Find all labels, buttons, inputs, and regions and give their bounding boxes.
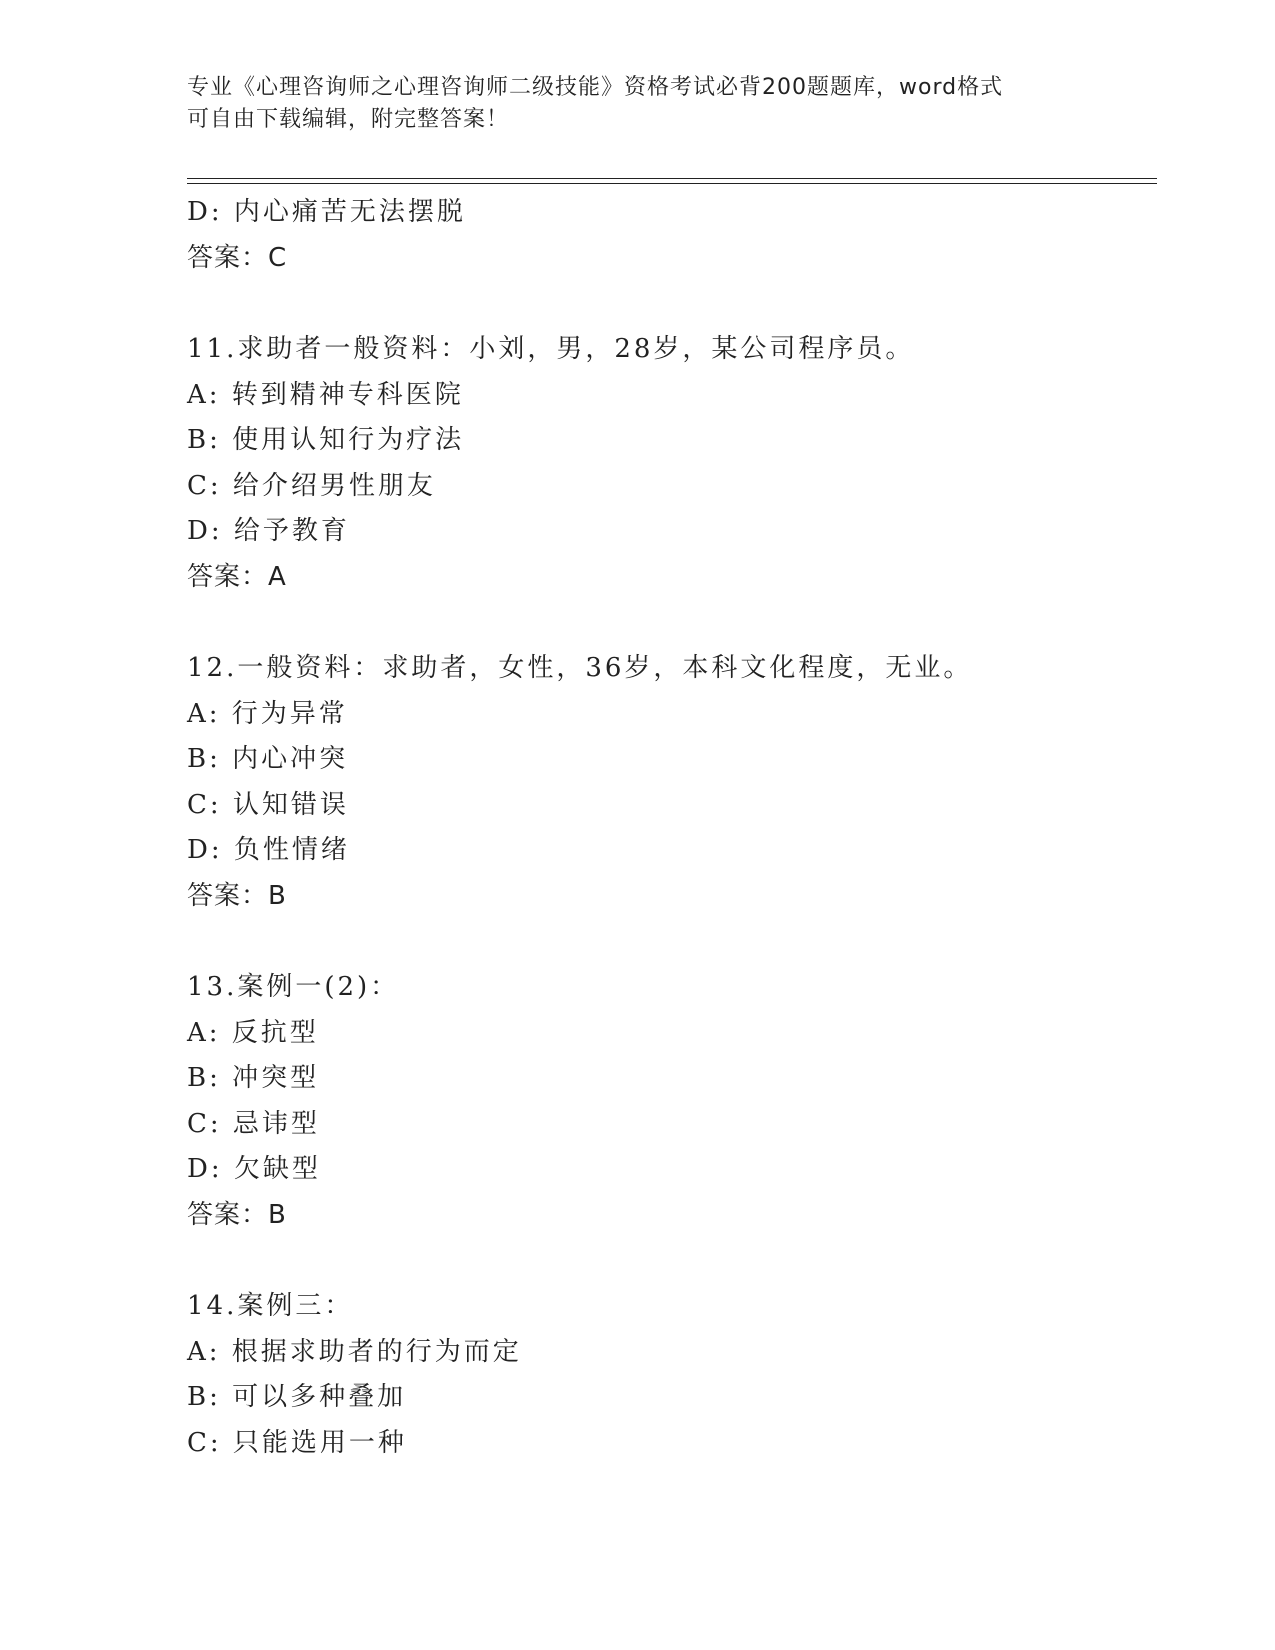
answer-line: 答案：B [187,880,287,911]
option-line: B: 使用认知行为疗法 [187,425,465,455]
option-line: C: 忌讳型 [187,1108,320,1139]
question-block [187,327,1137,600]
question-stem: 13.案例一(2)： [187,972,400,1002]
document-header [187,72,1087,136]
question-stem: 11.求助者一般资料：小刘，男，28岁，某公司程序员。 [187,334,915,364]
header-rule-bottom [187,183,1157,184]
question-stem: 12.一般资料：求助者，女性，36岁，本科文化程度，无业。 [187,653,973,683]
option-line: A: 行为异常 [187,698,348,729]
answer-line: 答案：B [187,1199,287,1230]
header-line-1: 专业《心理咨询师之心理咨询师二级技能》资格考试必背200题题库，word格式 [187,75,1004,100]
header-line-2: 可自由下载编辑，附完整答案！ [187,107,510,132]
answer-line: 答案：C [187,242,288,273]
option-line: B: 可以多种叠加 [187,1382,407,1412]
question-block [187,1284,1137,1466]
option-line: D: 给予教育 [187,516,350,546]
option-line: C: 认知错误 [187,789,349,820]
option-line: A: 反抗型 [187,1017,319,1048]
option-line: B: 内心冲突 [187,744,349,774]
option-line: C: 只能选用一种 [187,1427,407,1458]
question-block [187,965,1137,1238]
question-block [187,646,1137,919]
answer-line: 答案：A [187,561,287,592]
option-line: A: 转到精神专科医院 [187,379,464,410]
option-line: C: 给介绍男性朋友 [187,470,436,501]
question-block [187,190,1137,281]
option-line: D: 欠缺型 [187,1154,321,1184]
option-line: D: 负性情绪 [187,835,350,865]
option-line: B: 冲突型 [187,1063,320,1093]
option-line: A: 根据求助者的行为而定 [187,1336,522,1367]
header-rule-top [187,178,1157,179]
option-line: D: 内心痛苦无法摆脱 [187,197,466,227]
question-list [187,190,1137,1466]
question-stem: 14.案例三： [187,1291,354,1321]
